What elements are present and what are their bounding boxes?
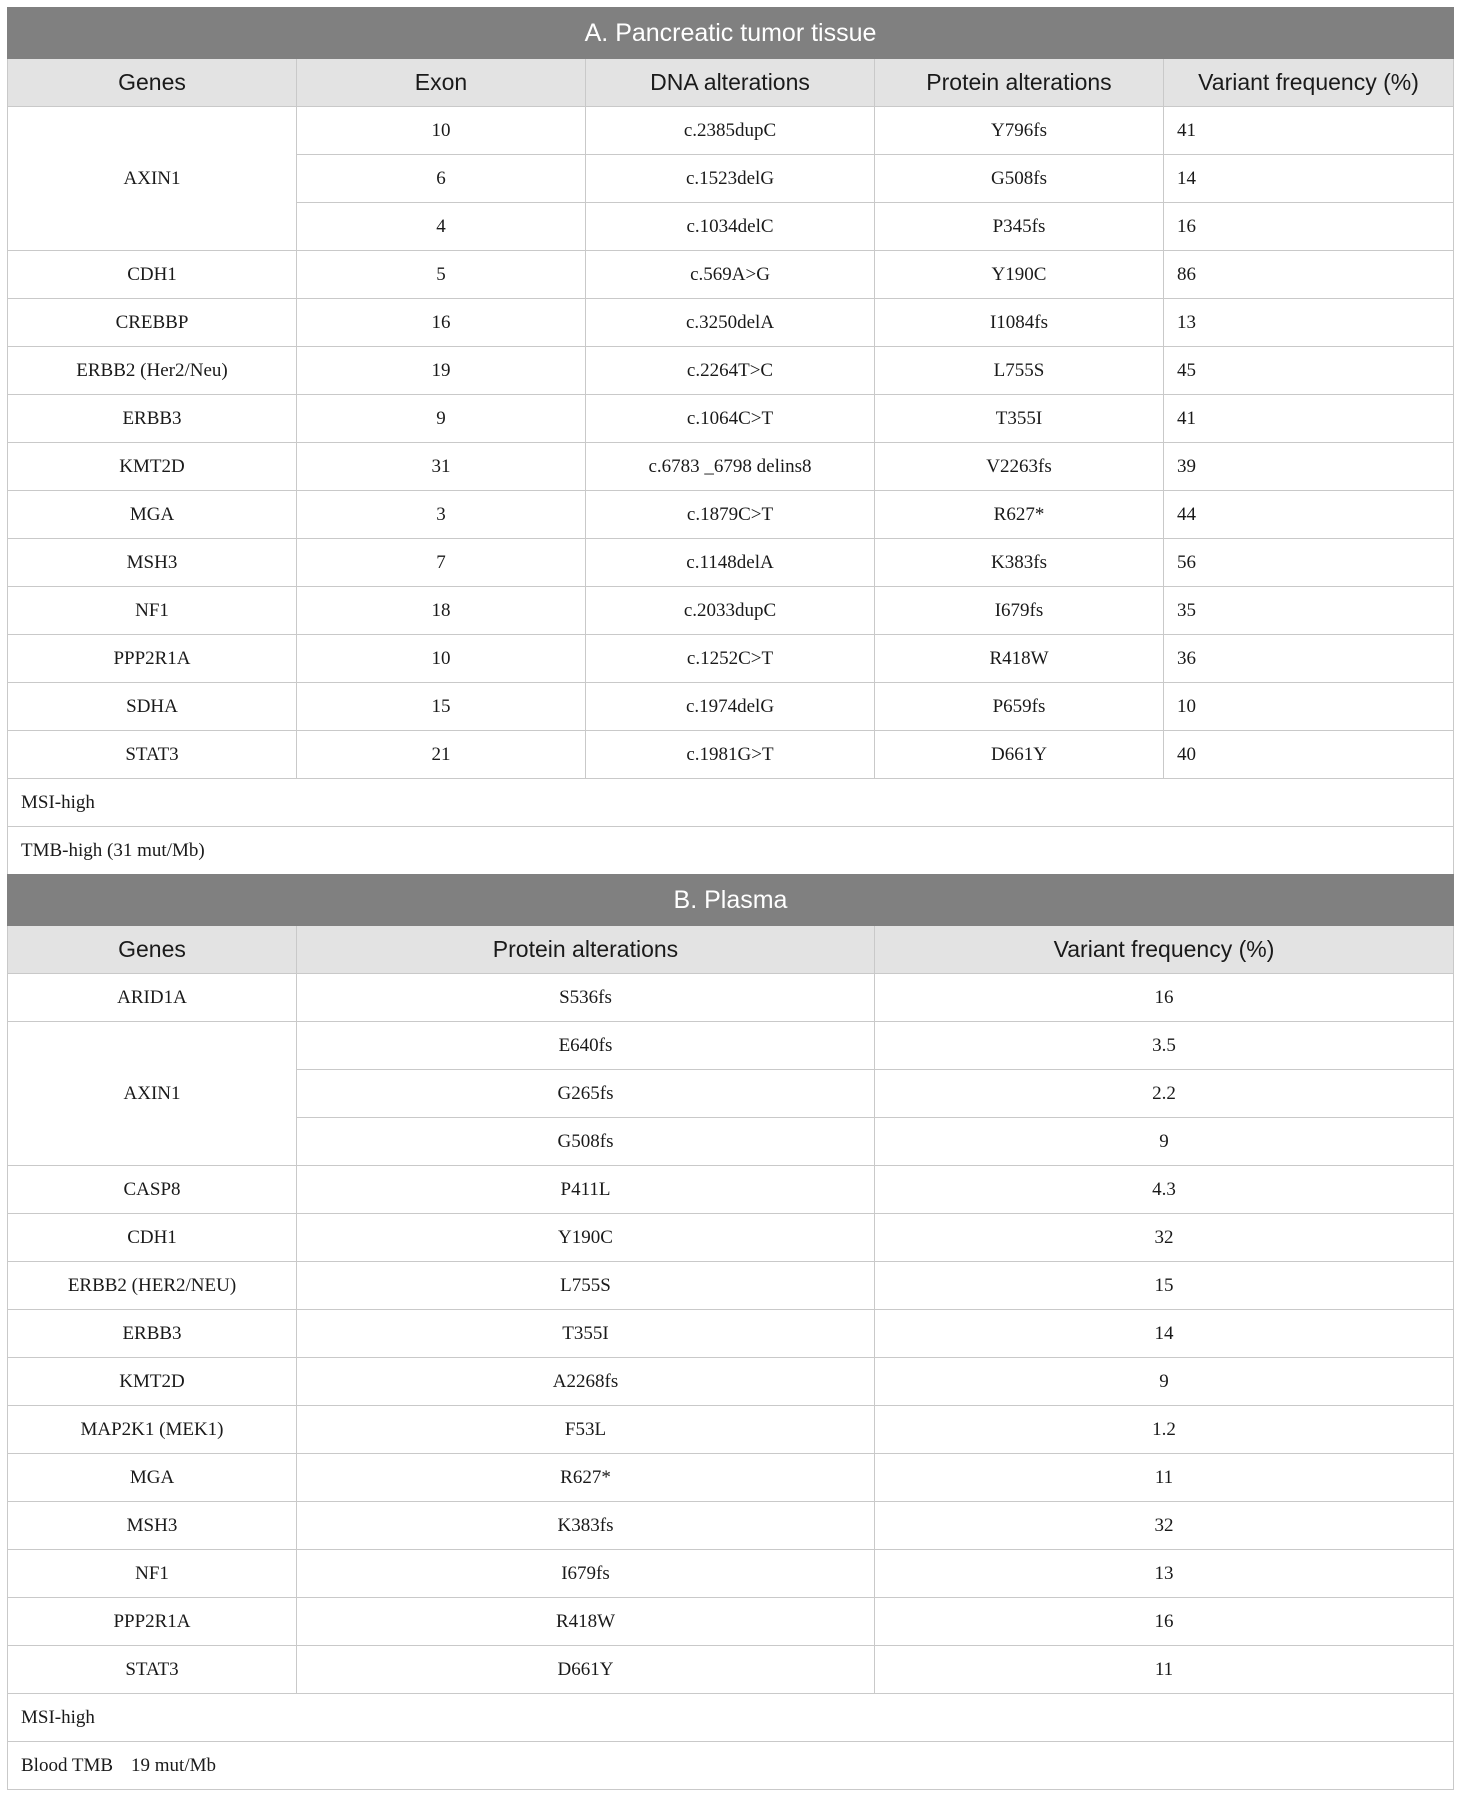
table-row xyxy=(8,347,1454,395)
table-row xyxy=(8,635,1454,683)
frequency-cell: 41 xyxy=(1164,107,1454,155)
protein-cell: P345fs xyxy=(875,203,1164,251)
table-row xyxy=(8,587,1454,635)
protein-cell: A2268fs xyxy=(297,1358,875,1406)
frequency-cell: 3.5 xyxy=(875,1022,1454,1070)
protein-cell: T355I xyxy=(297,1310,875,1358)
table-row xyxy=(8,1550,1454,1598)
dna-cell: c.1974delG xyxy=(586,683,875,731)
protein-cell: Y190C xyxy=(875,251,1164,299)
header-genes: Genes xyxy=(8,59,297,107)
gene-cell: ERBB2 (HER2/NEU) xyxy=(8,1262,297,1310)
dna-cell: c.2264T>C xyxy=(586,347,875,395)
frequency-cell: 11 xyxy=(875,1454,1454,1502)
protein-cell: G265fs xyxy=(297,1070,875,1118)
table-row xyxy=(8,1646,1454,1694)
table-row xyxy=(8,491,1454,539)
section-a-rows xyxy=(8,251,1454,779)
msi-status-row xyxy=(8,779,1454,827)
exon-cell: 6 xyxy=(297,155,586,203)
gene-cell: MSH3 xyxy=(8,1502,297,1550)
gene-cell: SDHA xyxy=(8,683,297,731)
frequency-cell: 15 xyxy=(875,1262,1454,1310)
protein-cell: I1084fs xyxy=(875,299,1164,347)
dna-cell: c.3250delA xyxy=(586,299,875,347)
gene-cell: ERBB2 (Her2/Neu) xyxy=(8,347,297,395)
protein-cell: V2263fs xyxy=(875,443,1164,491)
frequency-cell: 1.2 xyxy=(875,1406,1454,1454)
protein-cell: R418W xyxy=(875,635,1164,683)
table-row xyxy=(8,1454,1454,1502)
table-row xyxy=(8,395,1454,443)
dna-cell: c.2033dupC xyxy=(586,587,875,635)
table-row xyxy=(8,1310,1454,1358)
section-a-header-row xyxy=(8,59,1454,107)
gene-cell: KMT2D xyxy=(8,443,297,491)
frequency-cell: 14 xyxy=(875,1310,1454,1358)
header-dna-alterations: DNA alterations xyxy=(586,59,875,107)
gene-cell: AXIN1 xyxy=(8,1022,297,1166)
table-row xyxy=(8,107,1454,155)
gene-cell: NF1 xyxy=(8,1550,297,1598)
dna-cell: c.1034delC xyxy=(586,203,875,251)
protein-cell: K383fs xyxy=(297,1502,875,1550)
gene-cell: MAP2K1 (MEK1) xyxy=(8,1406,297,1454)
frequency-cell: 2.2 xyxy=(875,1070,1454,1118)
table-row xyxy=(8,683,1454,731)
protein-cell: L755S xyxy=(297,1262,875,1310)
exon-cell: 3 xyxy=(297,491,586,539)
exon-cell: 18 xyxy=(297,587,586,635)
protein-cell: F53L xyxy=(297,1406,875,1454)
gene-cell: STAT3 xyxy=(8,1646,297,1694)
table-row xyxy=(8,1358,1454,1406)
dna-cell: c.1252C>T xyxy=(586,635,875,683)
protein-cell: K383fs xyxy=(875,539,1164,587)
gene-cell: PPP2R1A xyxy=(8,1598,297,1646)
gene-cell: PPP2R1A xyxy=(8,635,297,683)
frequency-cell: 44 xyxy=(1164,491,1454,539)
protein-cell: P411L xyxy=(297,1166,875,1214)
gene-cell: CDH1 xyxy=(8,1214,297,1262)
gene-cell: AXIN1 xyxy=(8,107,297,251)
frequency-cell: 41 xyxy=(1164,395,1454,443)
frequency-cell: 14 xyxy=(1164,155,1454,203)
exon-cell: 7 xyxy=(297,539,586,587)
gene-cell: ARID1A xyxy=(8,974,297,1022)
tmb-status-row xyxy=(8,827,1454,875)
frequency-cell: 86 xyxy=(1164,251,1454,299)
exon-cell: 9 xyxy=(297,395,586,443)
header-genes: Genes xyxy=(8,926,297,974)
table-row xyxy=(8,1022,1454,1070)
blood-tmb-row xyxy=(8,1742,1454,1790)
protein-cell: I679fs xyxy=(297,1550,875,1598)
protein-cell: G508fs xyxy=(875,155,1164,203)
protein-cell: R627* xyxy=(875,491,1164,539)
gene-cell: MGA xyxy=(8,1454,297,1502)
gene-cell: MSH3 xyxy=(8,539,297,587)
table-row xyxy=(8,443,1454,491)
protein-cell: L755S xyxy=(875,347,1164,395)
dna-cell: c.2385dupC xyxy=(586,107,875,155)
header-variant-frequency: Variant frequency (%) xyxy=(875,926,1454,974)
table-row xyxy=(8,299,1454,347)
frequency-cell: 40 xyxy=(1164,731,1454,779)
tumor-tissue-table xyxy=(7,7,1454,875)
blood-tmb xyxy=(8,1742,1454,1790)
gene-cell: STAT3 xyxy=(8,731,297,779)
gene-cell: KMT2D xyxy=(8,1358,297,1406)
table-row xyxy=(8,974,1454,1022)
protein-cell: D661Y xyxy=(875,731,1164,779)
frequency-cell: 39 xyxy=(1164,443,1454,491)
dna-cell: c.1981G>T xyxy=(586,731,875,779)
frequency-cell: 32 xyxy=(875,1214,1454,1262)
dna-cell: c.6783 _6798 delins8 xyxy=(586,443,875,491)
frequency-cell: 4.3 xyxy=(875,1166,1454,1214)
frequency-cell: 56 xyxy=(1164,539,1454,587)
frequency-cell: 32 xyxy=(875,1502,1454,1550)
dna-cell: c.1064C>T xyxy=(586,395,875,443)
exon-cell: 10 xyxy=(297,635,586,683)
frequency-cell: 13 xyxy=(1164,299,1454,347)
section-b-rows xyxy=(8,1166,1454,1694)
dna-cell: c.1523delG xyxy=(586,155,875,203)
table-row xyxy=(8,1502,1454,1550)
exon-cell: 10 xyxy=(297,107,586,155)
dna-cell: c.1879C>T xyxy=(586,491,875,539)
mutation-tables xyxy=(7,7,1453,1790)
gene-cell: CDH1 xyxy=(8,251,297,299)
frequency-cell: 9 xyxy=(875,1118,1454,1166)
plasma-table xyxy=(7,874,1454,1790)
exon-cell: 5 xyxy=(297,251,586,299)
gene-cell: NF1 xyxy=(8,587,297,635)
msi-status: MSI-high xyxy=(8,1694,1454,1742)
table-row xyxy=(8,1406,1454,1454)
table-row xyxy=(8,1598,1454,1646)
frequency-cell: 16 xyxy=(875,974,1454,1022)
table-row xyxy=(8,251,1454,299)
table-row xyxy=(8,1166,1454,1214)
msi-status-row xyxy=(8,1694,1454,1742)
protein-cell: D661Y xyxy=(297,1646,875,1694)
exon-cell: 21 xyxy=(297,731,586,779)
dna-cell: c.569A>G xyxy=(586,251,875,299)
dna-cell: c.1148delA xyxy=(586,539,875,587)
exon-cell: 4 xyxy=(297,203,586,251)
gene-cell: MGA xyxy=(8,491,297,539)
protein-cell: P659fs xyxy=(875,683,1164,731)
protein-cell: I679fs xyxy=(875,587,1164,635)
section-b-header-row xyxy=(8,926,1454,974)
section-a-title: A. Pancreatic tumor tissue xyxy=(8,8,1454,59)
table-row xyxy=(8,1214,1454,1262)
msi-status: MSI-high xyxy=(8,779,1454,827)
exon-cell: 15 xyxy=(297,683,586,731)
frequency-cell: 45 xyxy=(1164,347,1454,395)
exon-cell: 19 xyxy=(297,347,586,395)
frequency-cell: 13 xyxy=(875,1550,1454,1598)
protein-cell: S536fs xyxy=(297,974,875,1022)
gene-cell: CASP8 xyxy=(8,1166,297,1214)
protein-cell: E640fs xyxy=(297,1022,875,1070)
protein-cell: R418W xyxy=(297,1598,875,1646)
frequency-cell: 36 xyxy=(1164,635,1454,683)
frequency-cell: 16 xyxy=(1164,203,1454,251)
table-row xyxy=(8,731,1454,779)
gene-cell: ERBB3 xyxy=(8,395,297,443)
gene-cell: CREBBP xyxy=(8,299,297,347)
table-row xyxy=(8,1262,1454,1310)
tmb-status: TMB-high (31 mut/Mb) xyxy=(8,827,1454,875)
header-variant-frequency: Variant frequency (%) xyxy=(1164,59,1454,107)
frequency-cell: 16 xyxy=(875,1598,1454,1646)
table-row xyxy=(8,539,1454,587)
protein-cell: Y190C xyxy=(297,1214,875,1262)
exon-cell: 31 xyxy=(297,443,586,491)
protein-cell: Y796fs xyxy=(875,107,1164,155)
gene-cell: ERBB3 xyxy=(8,1310,297,1358)
frequency-cell: 11 xyxy=(875,1646,1454,1694)
exon-cell: 16 xyxy=(297,299,586,347)
protein-cell: R627* xyxy=(297,1454,875,1502)
header-protein-alterations: Protein alterations xyxy=(875,59,1164,107)
header-exon: Exon xyxy=(297,59,586,107)
frequency-cell: 9 xyxy=(875,1358,1454,1406)
frequency-cell: 10 xyxy=(1164,683,1454,731)
frequency-cell: 35 xyxy=(1164,587,1454,635)
blood-tmb-label: Blood TMB xyxy=(21,1754,114,1776)
protein-cell: T355I xyxy=(875,395,1164,443)
section-b-title: B. Plasma xyxy=(8,875,1454,926)
protein-cell: G508fs xyxy=(297,1118,875,1166)
blood-tmb-value: 19 mut/Mb xyxy=(131,1754,217,1776)
header-protein-alterations: Protein alterations xyxy=(297,926,875,974)
